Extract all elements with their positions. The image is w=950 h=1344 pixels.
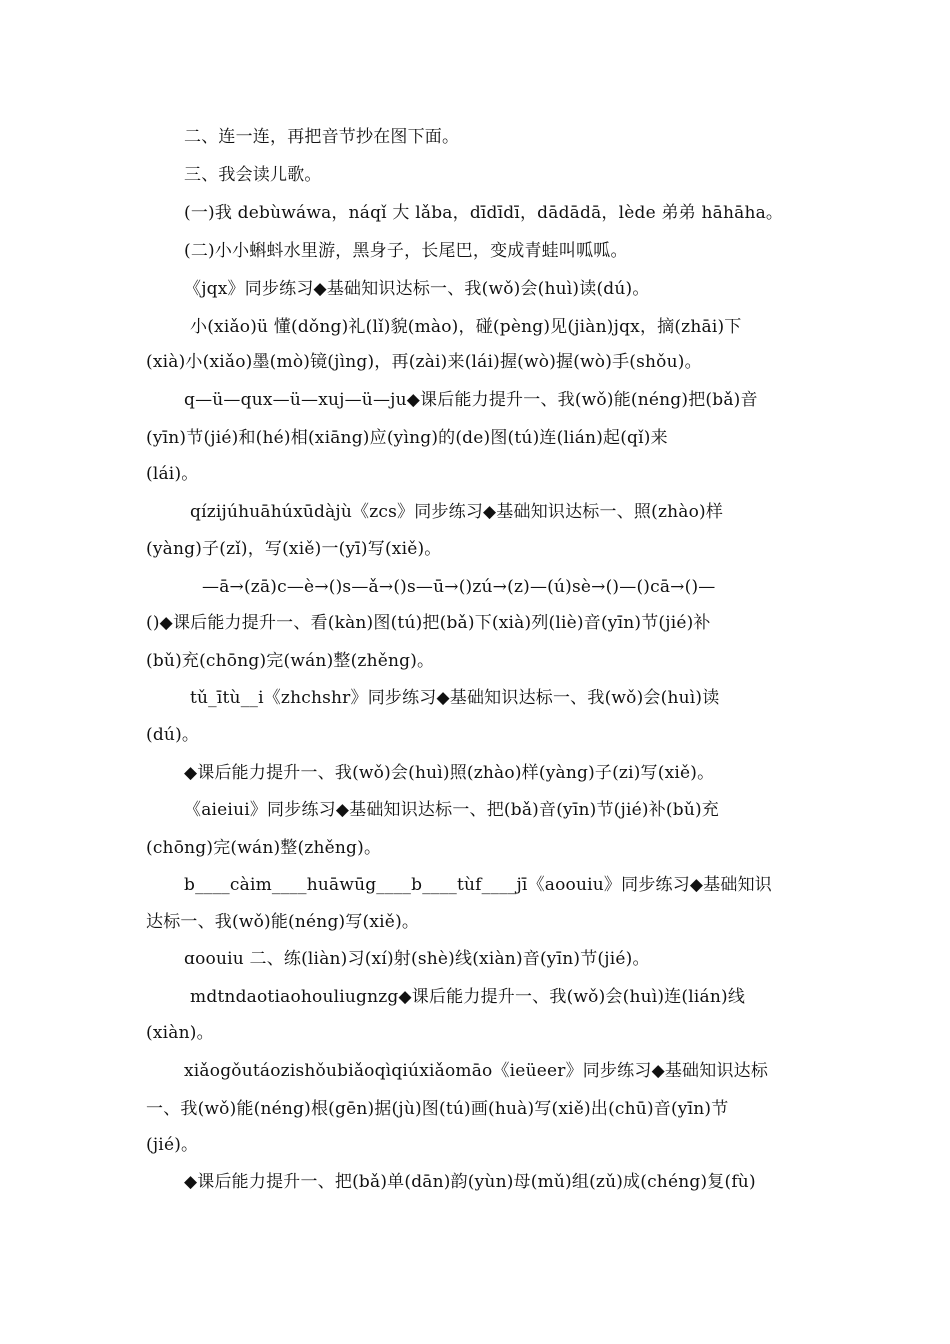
text-line: b____càim____huāwūg____b____tùf____jī《aoouiu》同步练习◆基础知识: [184, 875, 772, 895]
text-line: (bǔ)充(chōng)完(wán)整(zhěng)。: [146, 651, 435, 671]
text-line: (yīn)节(jié)和(hé)相(xiāng)应(yìng)的(de)图(tú)连(lián)起(qǐ)来: [146, 428, 668, 448]
text-line: ◆课后能力提升一、我(wǒ)会(huì)照(zhào)样(yàng)子(zi)写(xiě)。: [184, 763, 715, 783]
text-line: (dú)。: [146, 725, 200, 745]
text-line: (lái)。: [146, 464, 199, 484]
text-line: 《aieiui》同步练习◆基础知识达标一、把(bǎ)音(yīn)节(jié)补(bǔ)充: [184, 800, 719, 820]
text-line: ◆课后能力提升一、把(bǎ)单(dān)韵(yùn)母(mǔ)组(zǔ)成(chéng)复(fù): [184, 1172, 756, 1192]
text-line: (chōng)完(wán)整(zhěng)。: [146, 838, 382, 858]
text-line: 《jqx》同步练习◆基础知识达标一、我(wǒ)会(huì)读(dú)。: [184, 279, 650, 299]
text-line: 二、连一连，再把音节抄在图下面。: [184, 127, 460, 147]
text-line: ɑoouiu 二、练(liàn)习(xí)射(shè)线(xiàn)音(yīn)节(jié)。: [184, 949, 650, 969]
text-line: xiǎogǒutáozishǒubiǎoqìqiúxiǎomāo《ieüeer》同步练习◆基础知识达标: [184, 1061, 769, 1081]
text-line: (二)小小蝌蚪水里游，黑身子，长尾巴，变成青蛙叫呱呱。: [184, 241, 628, 261]
text-line: 小(xiǎo)ü 懂(dǒng)礼(lǐ)貌(mào)，碰(pèng)见(jiàn)jqx，摘(zhāi)下: [190, 317, 742, 337]
text-line: —ā→(zā)c—è→()s—ǎ→()s—ū→()zú→(z)—(ú)sè→()—()cā→()—: [202, 577, 716, 597]
text-line: ()◆课后能力提升一、看(kàn)图(tú)把(bǎ)下(xià)列(liè)音(yīn)节(jié)补: [146, 613, 711, 633]
text-line: (xià)小(xiǎo)墨(mò)镜(jìng)，再(zài)来(lái)握(wò)握(wò)手(shǒu)。: [146, 352, 702, 372]
text-line: (jié)。: [146, 1135, 199, 1155]
text-line: (xiàn)。: [146, 1023, 214, 1043]
text-line: tǔ_ītù__i《zhchshr》同步练习◆基础知识达标一、我(wǒ)会(huì)读: [190, 688, 720, 708]
text-line: (一)我 debùwáwa，náqǐ 大 lǎba，dīdīdī，dādādā，lède 弟弟 hāhāha。: [184, 203, 784, 223]
text-line: 一、我(wǒ)能(néng)根(gēn)据(jù)图(tú)画(huà)写(xiě)出(chū)音(yīn)节: [146, 1099, 729, 1119]
text-line: 三、我会读儿歌。: [184, 165, 322, 185]
text-line: mdtndaotiaohouliugnzg◆课后能力提升一、我(wǒ)会(huì)连(lián)线: [190, 987, 746, 1007]
text-line: (yàng)子(zǐ)，写(xiě)一(yī)写(xiě)。: [146, 539, 442, 559]
text-line: 达标一、我(wǒ)能(néng)写(xiě)。: [146, 912, 420, 932]
text-line: qízijúhuāhúxūdàjù《zcs》同步练习◆基础知识达标一、照(zhào)样: [190, 502, 724, 522]
text-line: q—ü—qux—ü—xuj—ü—ju◆课后能力提升一、我(wǒ)能(néng)把(bǎ)音: [184, 390, 758, 410]
